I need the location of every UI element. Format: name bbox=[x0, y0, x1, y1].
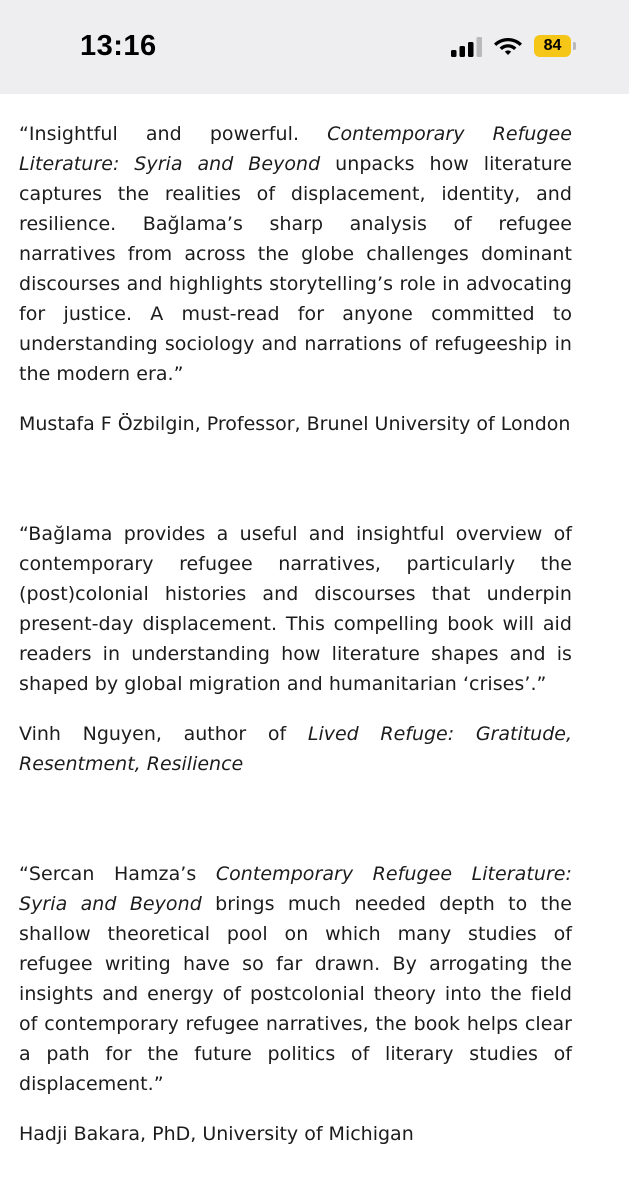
blurb-quote-1 bbox=[19, 119, 572, 389]
blurb-list bbox=[19, 119, 572, 1149]
battery-level: 84 bbox=[534, 35, 571, 57]
status-bar bbox=[0, 0, 629, 94]
blurb-quote-3-start: “Sercan Hamza’s bbox=[19, 863, 216, 885]
blurb-quote-1-rest: unpacks how literature captures the realities of displacement, identity, and resilience. Bağlama’s sharp analysis of refugee narratives from across the globe challenges dominant discourses and highlights storytelling’s role in advocating for justice. A must-read for anyone committed to understanding sociology and narrations of refugeeship in the modern era.” bbox=[19, 153, 572, 385]
blurb-attribution-1: Mustafa F Özbilgin, Professor, Brunel University of London bbox=[19, 413, 571, 435]
blurb-quote-2: “Bağlama provides a useful and insightful overview of contemporary refugee narratives, particularly the (post)colonial histories and discourses that underpin present-day displacement. This compelling book will aid readers in understanding how literature shapes and is shaped by global migration and humanitarian ‘crises’.” bbox=[19, 523, 572, 695]
blurb-attribution-2-title: Lived Refuge: Gratitude, Resentment, Resilience bbox=[19, 723, 573, 775]
battery-icon bbox=[534, 35, 576, 57]
blurb-quote-3-title: Contemporary Refugee Literature: Syria and Beyond bbox=[19, 863, 572, 915]
blurb-quote-1-start: “Insightful and powerful. bbox=[19, 123, 328, 145]
blurb-attribution-2-start: Vinh Nguyen, author of bbox=[19, 723, 308, 745]
wifi-icon bbox=[493, 34, 523, 58]
blurb-attribution-3: Hadji Bakara, PhD, University of Michigan bbox=[19, 1123, 414, 1145]
battery-cap bbox=[573, 42, 576, 50]
blurb-quote-1-title: Contemporary Refugee Literature: Syria and Beyond bbox=[19, 123, 572, 175]
blurb-attribution-2 bbox=[19, 719, 572, 779]
cellular-signal-icon bbox=[451, 37, 483, 57]
blurb-quote-3-rest: brings much needed depth to the shallow theoretical pool on which many studies of refugee writing have so far drawn. By arrogating the insights and energy of postcolonial theory into the field of contemporary refugee narratives, the book helps clear a path for the future politics of literary studies of displacement.” bbox=[19, 893, 572, 1095]
status-time: 13:16 bbox=[80, 30, 157, 62]
blurb-quote-3 bbox=[19, 859, 572, 1099]
